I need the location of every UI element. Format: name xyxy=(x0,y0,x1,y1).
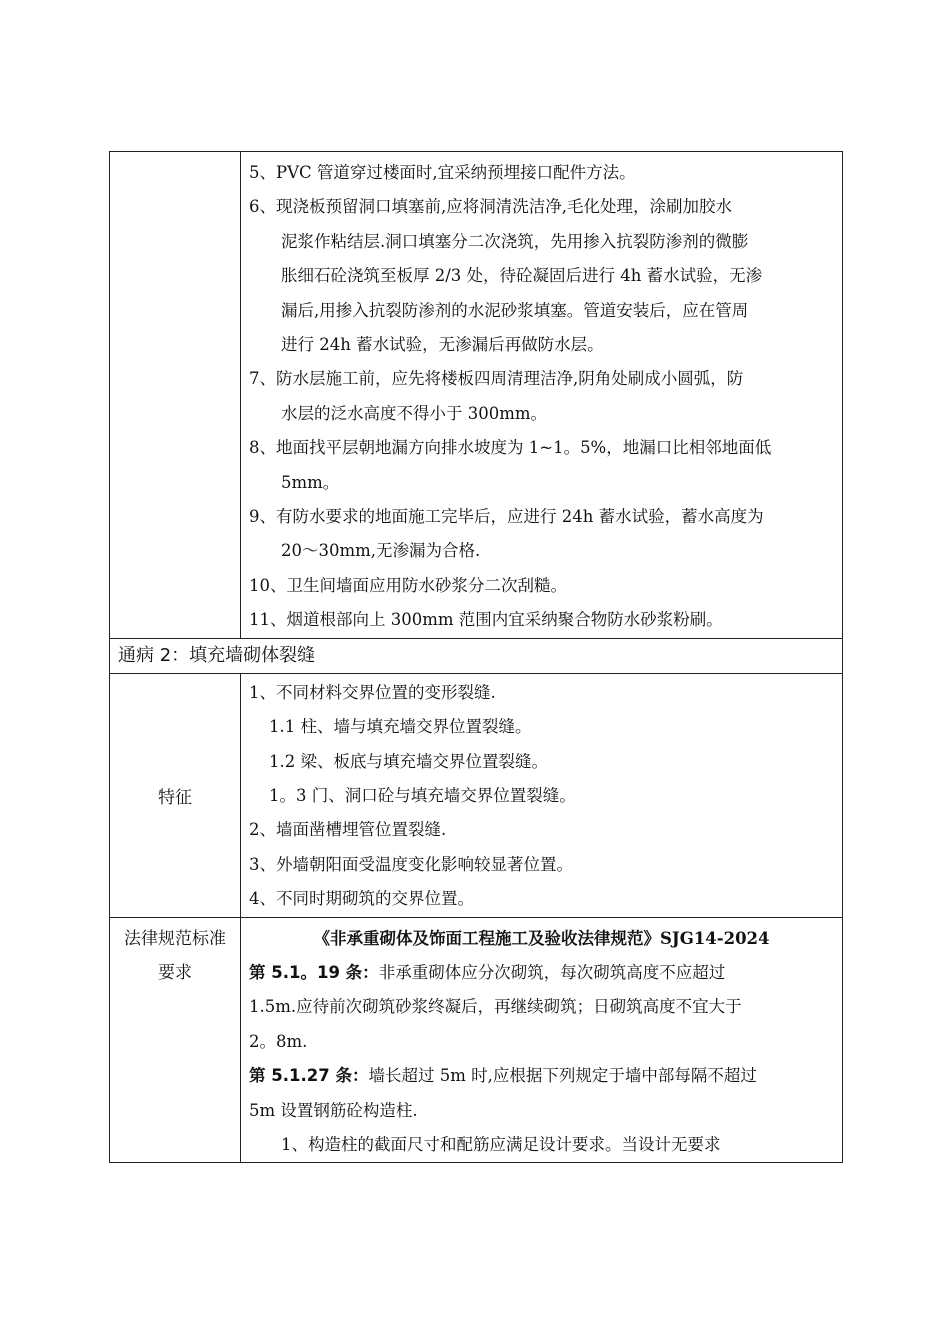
clause-line: 1.5m.应待前次砌筑砂浆终凝后，再继续砌筑；日砌筑高度不宜大于 xyxy=(249,997,742,1017)
list-item: 2、墙面凿槽埋管位置裂缝. xyxy=(249,820,447,840)
content-cell xyxy=(241,673,843,917)
list-item: 5、PVC 管道穿过楼面时,宜采纳预埋接口配件方法。 xyxy=(249,163,636,182)
list-item: 1、不同材料交界位置的变形裂缝. xyxy=(249,682,496,702)
clause-line xyxy=(249,1059,834,1093)
standard-label xyxy=(110,917,241,1163)
clause-line xyxy=(249,956,834,990)
list-item-continuation: 胀细石砼浇筑至板厚 2/3 处，待砼凝固后进行 4h 蓄水试验，无渗 xyxy=(281,266,763,286)
list-item-continuation: 泥浆作粘结层.洞口填塞分二次浇筑，先用掺入抗裂防渗剂的微膨 xyxy=(281,231,749,251)
measures-list xyxy=(241,152,842,638)
clause-label: 第 5.1.27 条： xyxy=(249,1066,369,1086)
list-item: 8、地面找平层朝地漏方向排水坡度为 1~1。5%，地漏口比相邻地面低 xyxy=(249,438,772,458)
table-row xyxy=(110,152,843,639)
label-cell-empty xyxy=(110,152,241,639)
list-item-continuation: 水层的泛水高度不得小于 300mm。 xyxy=(281,403,548,423)
standard-label-line2: 要求 xyxy=(158,962,192,983)
list-item: 6、现浇板预留洞口填塞前,应将洞清洗洁净,毛化处理，涂刷加胶水 xyxy=(249,197,732,217)
table-row xyxy=(110,638,843,673)
clause-text: 非承重砌体应分次砌筑，每次砌筑高度不应超过 xyxy=(378,962,726,982)
list-item: 1.1 柱、墙与填充墙交界位置裂缝。 xyxy=(269,717,532,737)
list-item: 1.2 梁、板底与填充墙交界位置裂缝。 xyxy=(269,751,548,771)
list-item: 3、外墙朝阳面受温度变化影响较显著位置。 xyxy=(249,854,573,874)
list-item: 11、烟道根部向上 300mm 范围内宜采纳聚合物防水砂浆粉刷。 xyxy=(249,610,723,630)
content-cell xyxy=(241,917,843,1163)
list-item: 1。3 门、洞口砼与填充墙交界位置裂缝。 xyxy=(269,785,576,805)
clause-text: 墙长超过 5m 时,应根据下列规定于墙中部每隔不超过 xyxy=(368,1066,757,1086)
clause-line: 1、构造柱的截面尺寸和配筋应满足设计要求。当设计无要求 xyxy=(281,1134,721,1154)
list-item-continuation: 漏后,用掺入抗裂防渗剂的水泥砂浆填塞。管道安装后，应在管周 xyxy=(281,300,749,320)
clause-line: 5m 设置钢筋砼构造柱. xyxy=(249,1100,418,1120)
feature-list xyxy=(241,674,842,917)
standard-title: 《非承重砌体及饰面工程施工及验收法律规范》SJG14-2024 xyxy=(313,928,770,948)
clause-line: 2。8m. xyxy=(249,1031,308,1051)
standard-label-line1: 法律规范标准 xyxy=(124,928,226,949)
document-table xyxy=(109,151,843,1163)
list-item-continuation: 进行 24h 蓄水试验，无渗漏后再做防水层。 xyxy=(281,335,604,355)
standard-content xyxy=(241,918,842,1163)
list-item-continuation: 5mm。 xyxy=(281,472,340,492)
table-row xyxy=(110,673,843,917)
list-item: 4、不同时期砌筑的交界位置。 xyxy=(249,889,474,909)
feature-label: 特征 xyxy=(110,673,241,917)
clause-label: 第 5.1。19 条： xyxy=(249,962,379,982)
list-item-continuation: 20～30mm,无渗漏为合格. xyxy=(281,541,481,561)
list-item: 10、卫生间墙面应用防水砂浆分二次刮糙。 xyxy=(249,575,567,595)
section-heading: 通病 2：填充墙砌体裂缝 xyxy=(118,644,316,666)
table-row xyxy=(110,917,843,1163)
list-item: 7、防水层施工前，应先将楼板四周清理洁净,阴角处刷成小圆弧，防 xyxy=(249,369,744,389)
content-cell xyxy=(241,152,843,639)
list-item: 9、有防水要求的地面施工完毕后，应进行 24h 蓄水试验，蓄水高度为 xyxy=(249,507,764,527)
